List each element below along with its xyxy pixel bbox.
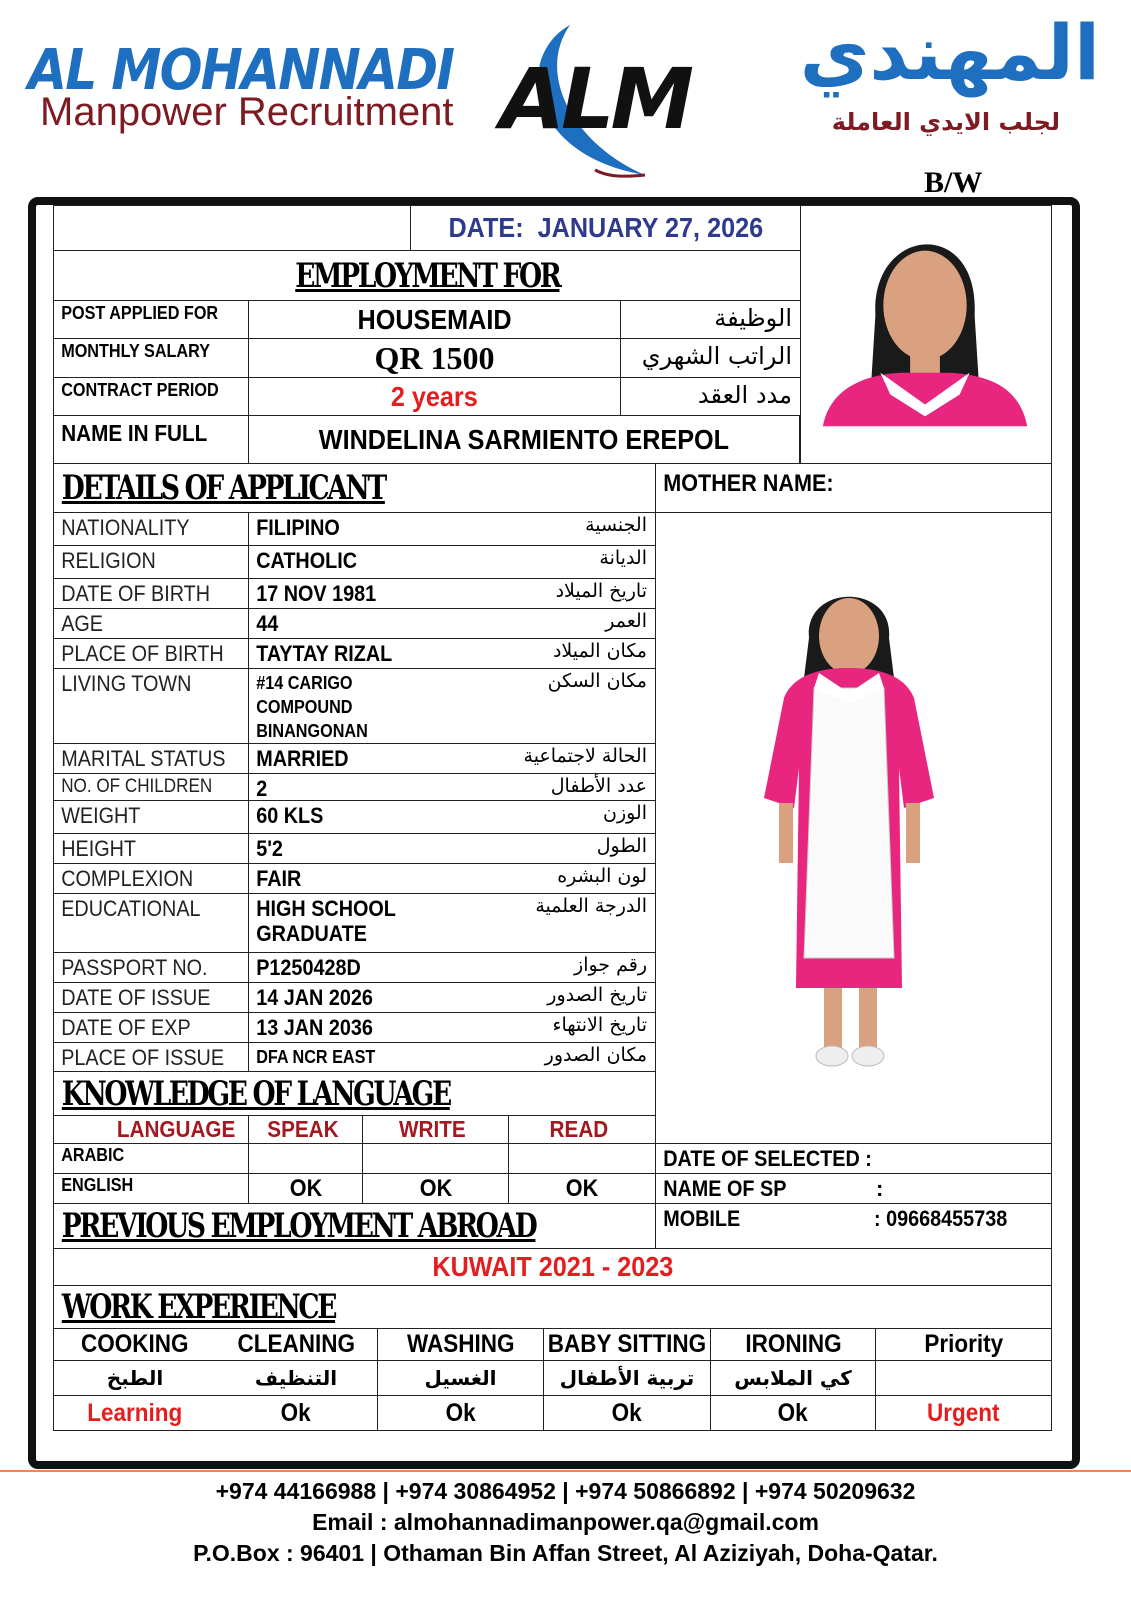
top-row-value xyxy=(248,338,621,378)
mobile-label: MOBILE xyxy=(663,1206,741,1231)
top-row-label xyxy=(53,300,249,339)
previous-employment-value: KUWAIT 2021 - 2023 xyxy=(432,1251,673,1282)
detail-arabic-label: الحالة لاجتماعية xyxy=(523,745,647,767)
applicant-full-body-photo xyxy=(744,578,964,1078)
work-ar-cell xyxy=(53,1360,216,1396)
detail-value: 14 JAN 2026 xyxy=(256,985,373,1010)
detail-arabic-label: لون البشره xyxy=(557,865,647,887)
top-row-label xyxy=(53,377,249,416)
detail-label-cell xyxy=(53,1012,249,1043)
detail-label: LIVING TOWN xyxy=(61,671,192,696)
top-row-arabic xyxy=(620,377,801,416)
language-speak: OK xyxy=(289,1174,322,1202)
detail-arabic-label: تاريخ الميلاد xyxy=(555,580,647,602)
work-val: Ok xyxy=(445,1398,476,1427)
top-row-value xyxy=(248,415,800,464)
form-date: DATE: JANUARY 27, 2026 xyxy=(448,212,763,243)
detail-value: 60 KLS xyxy=(256,803,324,828)
detail-value: 17 NOV 1981 xyxy=(256,581,377,606)
name-sp-label: NAME OF SP xyxy=(663,1175,787,1201)
footer-divider xyxy=(0,1470,1131,1472)
field-arabic-label: الوظيفة xyxy=(714,304,792,332)
detail-label: DATE OF ISSUE xyxy=(61,985,211,1010)
mother-name-label: MOTHER NAME: xyxy=(663,470,834,497)
logo xyxy=(0,0,1131,199)
detail-value-cell xyxy=(248,743,656,774)
detail-value-cell xyxy=(248,608,656,639)
detail-label: RELIGION xyxy=(61,548,156,573)
date-spacer xyxy=(53,205,411,251)
detail-label-cell xyxy=(53,743,249,774)
work-ar-cell xyxy=(875,1360,1052,1396)
detail-arabic-label: مكان الصدور xyxy=(544,1044,647,1066)
footer-email: Email : almohannadimanpower.qa@gmail.com xyxy=(312,1509,819,1535)
bw-label: B/W xyxy=(924,166,983,199)
detail-label: DATE OF BIRTH xyxy=(61,581,211,606)
detail-arabic-label: الديانة xyxy=(599,547,647,569)
date-cell xyxy=(410,205,801,251)
work-ar: الغسيل xyxy=(424,1366,497,1390)
detail-label-cell xyxy=(53,638,249,669)
language-cell xyxy=(53,1143,249,1174)
brand-arabic-subtitle: لجلب الايدي العاملة xyxy=(831,108,1060,136)
language-cell xyxy=(362,1143,509,1174)
footer-address: P.O.Box : 96401 | Othaman Bin Affan Street, Al Aziziyah, Doha-Qatar. xyxy=(193,1540,938,1566)
language-write: OK xyxy=(419,1174,452,1202)
work-en-cell xyxy=(53,1328,216,1361)
detail-label: DATE OF EXP xyxy=(61,1015,191,1040)
detail-label: PLACE OF BIRTH xyxy=(61,641,224,666)
detail-label-cell xyxy=(53,982,249,1013)
work-en-cell xyxy=(875,1328,1052,1361)
detail-value-cell xyxy=(248,638,656,669)
language-cell xyxy=(53,1173,249,1204)
detail-value-cell xyxy=(248,773,656,801)
detail-value: FILIPINO xyxy=(256,515,340,540)
detail-arabic-label: الوزن xyxy=(602,802,647,824)
detail-value-cell xyxy=(248,952,656,983)
detail-value-cell xyxy=(248,1042,656,1072)
detail-arabic-label: الدرجة العلمية xyxy=(535,895,647,917)
work-ar-cell xyxy=(215,1360,378,1396)
detail-label-cell xyxy=(53,545,249,579)
detail-label-cell xyxy=(53,800,249,834)
work-title: WORK EXPERIENCE xyxy=(61,1287,336,1327)
detail-label-cell xyxy=(53,608,249,639)
work-en: COOKING xyxy=(81,1330,189,1358)
top-row-value xyxy=(248,300,621,339)
work-en: BABY SITTING xyxy=(547,1330,707,1358)
portrait-cell xyxy=(800,205,1052,464)
detail-value: 5'2 xyxy=(256,836,283,861)
title-cell xyxy=(53,250,801,301)
detail-value: 44 xyxy=(256,611,279,636)
work-val-cell xyxy=(377,1395,544,1431)
field-value: QR 1500 xyxy=(374,339,495,376)
language-header-write: WRITE xyxy=(399,1116,467,1142)
detail-arabic-label: تاريخ الصدور xyxy=(547,984,647,1006)
previous-employment-cell xyxy=(53,1248,1052,1286)
applicant-portrait xyxy=(801,205,1051,464)
details-header xyxy=(53,463,656,513)
top-row-label xyxy=(53,415,249,464)
detail-label-cell xyxy=(53,773,249,801)
work-ar: الطبخ xyxy=(106,1366,164,1390)
detail-value: FAIR xyxy=(256,866,302,891)
mobile-value: : 09668455738 xyxy=(874,1206,1008,1231)
detail-label-cell xyxy=(53,512,249,546)
detail-label: AGE xyxy=(61,611,104,636)
detail-value-cell xyxy=(248,512,656,546)
details-title: DETAILS OF APPLICANT xyxy=(61,468,385,508)
work-header xyxy=(53,1285,1052,1329)
detail-arabic-label: تاريخ الانتهاء xyxy=(552,1014,647,1036)
detail-label: COMPLEXION xyxy=(61,866,194,891)
detail-value-cell xyxy=(248,545,656,579)
form-title: EMPLOYMENT FOR xyxy=(294,255,560,296)
language-column-header xyxy=(508,1115,656,1144)
work-en: Priority xyxy=(924,1330,1003,1358)
brand-arabic: المهندي xyxy=(799,8,1100,97)
work-ar-cell xyxy=(543,1360,711,1396)
work-ar-cell xyxy=(710,1360,876,1396)
full-photo-cell xyxy=(655,512,1052,1144)
detail-value-cell xyxy=(248,833,656,864)
field-label: MONTHLY SALARY xyxy=(61,341,211,361)
top-row-value xyxy=(248,377,621,416)
detail-label: MARITAL STATUS xyxy=(61,746,226,771)
language-column-header xyxy=(53,1115,249,1144)
detail-label-cell xyxy=(53,578,249,609)
field-label: POST APPLIED FOR xyxy=(61,303,219,323)
detail-arabic-label: الجنسية xyxy=(585,514,647,536)
work-en: CLEANING xyxy=(237,1330,355,1358)
detail-value-cell xyxy=(248,982,656,1013)
detail-value: CATHOLIC xyxy=(256,548,358,573)
detail-arabic-label: العمر xyxy=(605,610,647,632)
language-read: OK xyxy=(565,1174,599,1202)
work-val-cell xyxy=(53,1395,216,1431)
previous-employment-title: PREVIOUS EMPLOYMENT ABROAD xyxy=(61,1206,536,1246)
top-row-label xyxy=(53,338,249,378)
detail-label: WEIGHT xyxy=(61,803,141,828)
work-en-cell xyxy=(710,1328,876,1361)
language-header-language: LANGUAGE xyxy=(117,1116,236,1142)
language-name: ENGLISH xyxy=(61,1175,134,1195)
top-row-arabic xyxy=(620,338,801,378)
detail-label-cell xyxy=(53,1042,249,1072)
work-val: Ok xyxy=(611,1398,643,1427)
work-en-cell xyxy=(215,1328,378,1361)
detail-value-cell xyxy=(248,578,656,609)
detail-label: NATIONALITY xyxy=(61,515,190,540)
alm-logo: ALM xyxy=(500,50,691,148)
language-header xyxy=(53,1071,656,1116)
language-cell xyxy=(362,1173,509,1204)
work-ar: تربية الأطفال xyxy=(559,1366,695,1390)
detail-label-cell xyxy=(53,952,249,983)
language-cell xyxy=(248,1143,363,1174)
detail-value-cell xyxy=(248,863,656,894)
detail-value: P1250428D xyxy=(256,955,361,980)
detail-arabic-label: الطول xyxy=(596,835,647,857)
brand-subtitle: Manpower Recruitment xyxy=(40,90,454,134)
detail-value: MARRIED xyxy=(256,746,349,771)
previous-employment-header xyxy=(53,1203,656,1249)
detail-value: TAYTAY RIZAL xyxy=(256,641,393,666)
detail-arabic-label: مكان الميلاد xyxy=(552,640,647,662)
work-en-cell xyxy=(377,1328,544,1361)
field-label: CONTRACT PERIOD xyxy=(61,380,219,400)
language-column-header xyxy=(248,1115,363,1144)
date-selected-cell xyxy=(655,1143,1052,1174)
work-val: Urgent xyxy=(927,1398,1000,1427)
detail-value-cell xyxy=(248,1012,656,1043)
name-sp-value: : xyxy=(876,1175,884,1201)
field-value: 2 years xyxy=(391,380,478,412)
detail-value-cell xyxy=(248,893,656,953)
detail-label: PLACE OF ISSUE xyxy=(61,1045,225,1070)
work-val-cell xyxy=(215,1395,378,1431)
field-value: HOUSEMAID xyxy=(357,303,512,335)
detail-arabic-label: مكان السكن xyxy=(547,670,647,692)
field-value: WINDELINA SARMIENTO EREPOL xyxy=(318,423,730,455)
detail-value: HIGH SCHOOL GRADUATE xyxy=(256,896,396,946)
detail-value: #14 CARIGO COMPOUND BINANGONAN xyxy=(256,673,368,741)
work-en-cell xyxy=(543,1328,711,1361)
detail-value-cell xyxy=(248,800,656,834)
mobile-cell xyxy=(655,1203,1052,1249)
detail-label: NO. OF CHILDREN xyxy=(61,776,213,797)
name-sp-cell xyxy=(655,1173,1052,1204)
field-arabic-label: الراتب الشهري xyxy=(641,342,792,370)
work-val: Learning xyxy=(87,1398,183,1427)
footer-phones: +974 44166988 | +974 30864952 | +974 50866892 | +974 50209632 xyxy=(215,1478,916,1504)
field-label: NAME IN FULL xyxy=(61,420,208,446)
detail-label: HEIGHT xyxy=(61,836,137,861)
work-val-cell xyxy=(710,1395,876,1431)
detail-value: DFA NCR EAST xyxy=(256,1047,376,1067)
date-selected-label: DATE OF SELECTED : xyxy=(663,1145,872,1171)
top-row-arabic xyxy=(620,300,801,339)
detail-label-cell xyxy=(53,668,249,744)
language-column-header xyxy=(362,1115,509,1144)
detail-label: PASSPORT NO. xyxy=(61,955,208,980)
detail-value: 13 JAN 2036 xyxy=(256,1015,373,1040)
language-header-read: READ xyxy=(549,1116,609,1142)
language-header-speak: SPEAK xyxy=(267,1116,339,1142)
language-name: ARABIC xyxy=(61,1145,125,1165)
detail-label-cell xyxy=(53,863,249,894)
detail-arabic-label: رقم جواز xyxy=(574,954,647,976)
work-ar: التنظيف xyxy=(254,1366,338,1390)
work-val-cell xyxy=(543,1395,711,1431)
mother-name-cell xyxy=(655,463,1052,513)
work-en: WASHING xyxy=(406,1330,515,1358)
language-title: KNOWLEDGE OF LANGUAGE xyxy=(61,1073,450,1114)
detail-arabic-label: عدد الأطفال xyxy=(550,775,647,797)
detail-label-cell xyxy=(53,833,249,864)
work-val: Ok xyxy=(777,1398,809,1427)
detail-label: EDUCATIONAL xyxy=(61,896,201,921)
work-en: IRONING xyxy=(744,1330,842,1358)
field-arabic-label: مدد العقد xyxy=(697,381,792,409)
work-val-cell xyxy=(875,1395,1052,1431)
brand-name: AL MOHANNADI xyxy=(28,38,454,103)
language-cell xyxy=(508,1173,656,1204)
language-cell xyxy=(248,1173,363,1204)
work-val: Ok xyxy=(280,1398,312,1427)
work-ar: كي الملابس xyxy=(734,1366,852,1390)
detail-label-cell xyxy=(53,893,249,953)
detail-value: 2 xyxy=(256,776,268,801)
detail-value-cell xyxy=(248,668,656,744)
language-cell xyxy=(508,1143,656,1174)
work-ar-cell xyxy=(377,1360,544,1396)
